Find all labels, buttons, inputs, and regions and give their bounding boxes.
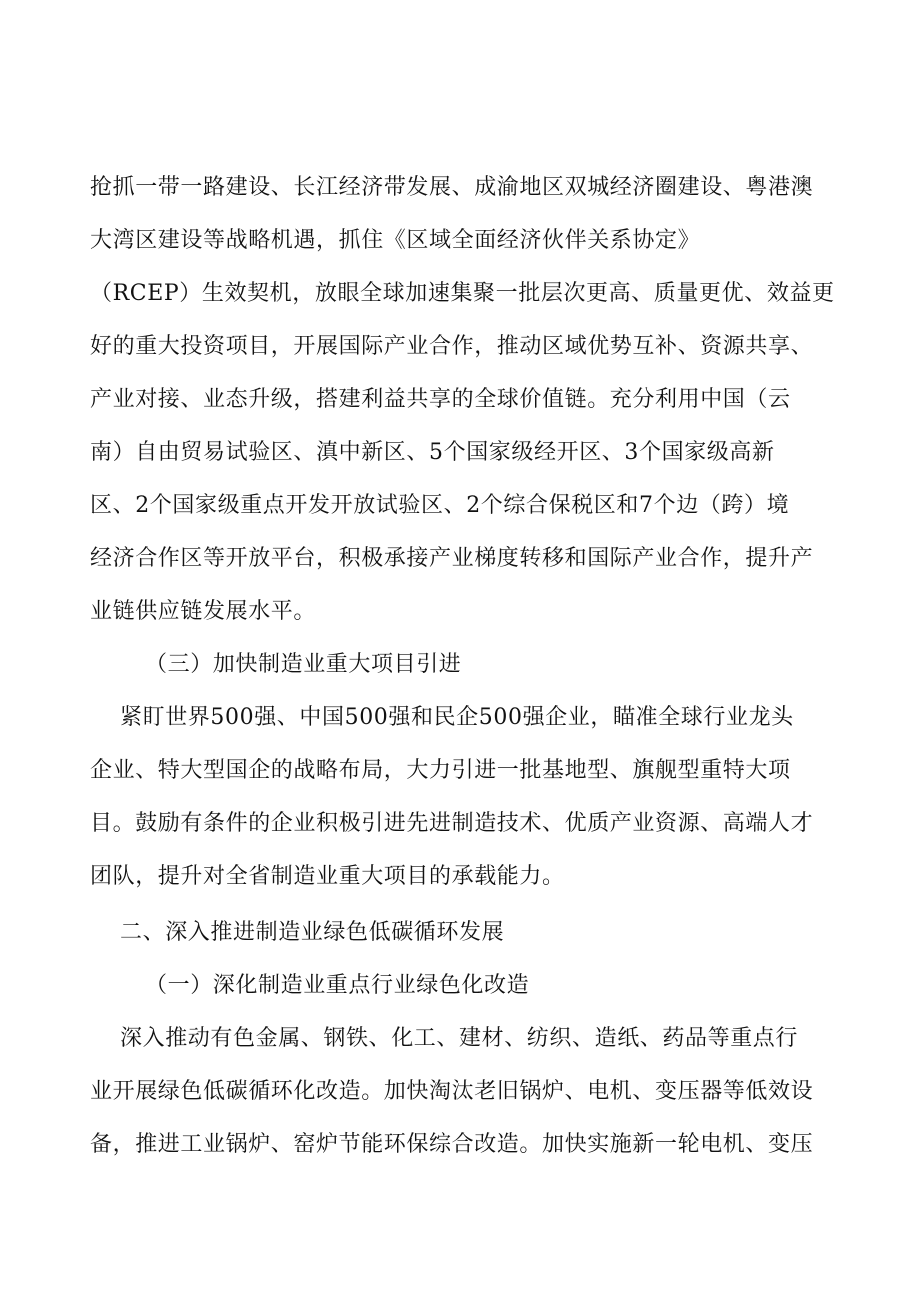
body-text-line: 深入推动有色金属、钢铁、化工、建材、纺织、造纸、药品等重点行: [120, 1026, 799, 1051]
body-text-line: 目。鼓励有条件的企业积极引进先进制造技术、优质产业资源、高端人才: [90, 811, 814, 836]
body-text-line: （RCEP）生效契机，放眼全球加速集聚一批层次更高、质量更优、效益更: [90, 281, 835, 306]
body-text-line: 区、2个国家级重点开发开放试验区、2个综合保税区和7个边（跨）境: [90, 493, 790, 518]
body-text-line: 经济合作区等开放平台，积极承接产业梯度转移和国际产业合作，提升产: [90, 546, 814, 571]
body-text-line: 业链供应链发展水平。: [90, 599, 317, 624]
section-heading-2: 二、深入推进制造业绿色低碳循环发展: [120, 920, 505, 945]
body-text-line: 产业对接、业态升级，搭建利益共享的全球价值链。充分利用中国（云: [90, 387, 791, 412]
body-text-line: 备，推进工业锅炉、窑炉节能环保综合改造。加快实施新一轮电机、变压: [90, 1132, 814, 1157]
body-text-line: 紧盯世界500强、中国500强和民企500强企业，瞄准全球行业龙头: [120, 705, 794, 730]
body-text-line: 好的重大投资项目，开展国际产业合作，推动区域优势互补、资源共享、: [90, 334, 814, 359]
body-text-line: 团队，提升对全省制造业重大项目的承载能力。: [90, 864, 565, 889]
body-text-line: 南）自由贸易试验区、滇中新区、5个国家级经开区、3个国家级高新: [90, 440, 775, 465]
body-text-line: 企业、特大型国企的战略布局，大力引进一批基地型、旗舰型重特大项: [90, 758, 791, 783]
section-heading-3: （一）深化制造业重点行业绿色化改造: [145, 973, 530, 998]
section-heading-3: （三）加快制造业重大项目引进: [145, 652, 462, 677]
body-text-line: 业开展绿色低碳循环化改造。加快淘汰老旧锅炉、电机、变压器等低效设: [90, 1079, 814, 1104]
body-text-line: 大湾区建设等战略机遇，抓住《区域全面经济伙伴关系协定》: [90, 228, 701, 253]
body-text-line: 抢抓一带一路建设、长江经济带发展、成渝地区双城经济圈建设、粤港澳: [90, 175, 814, 200]
